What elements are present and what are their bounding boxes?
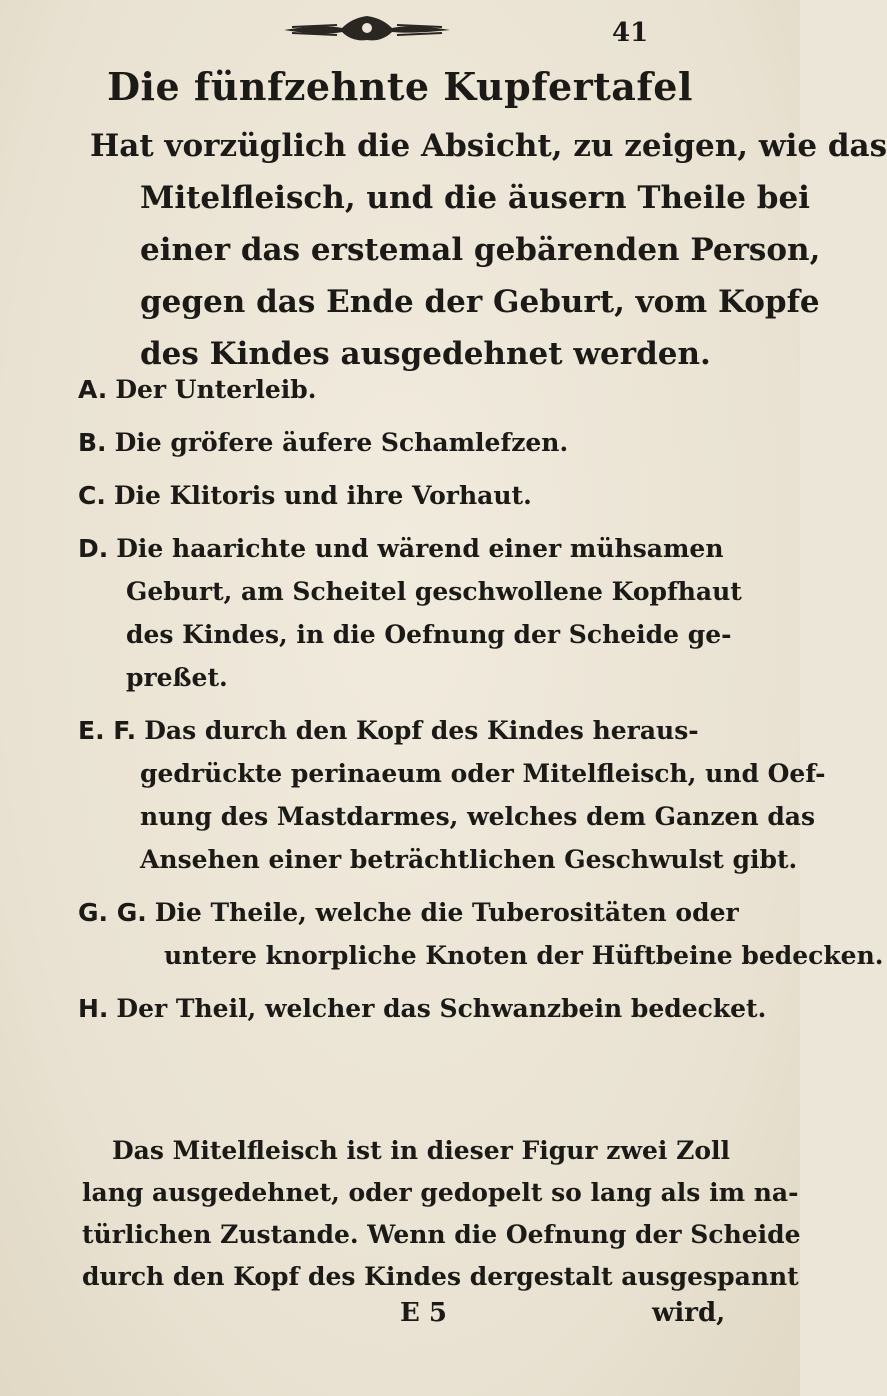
page-title: Die fünfzehnte Kupfertafel [107,64,693,109]
intro-line: des Kindes ausgedehnet werden. [140,336,711,372]
legend-key: C. [78,481,106,510]
intro-text [90,120,887,380]
legend-item [78,709,826,881]
paragraph-line: türlichen Zustande. Wenn die Oefnung der Scheide [82,1220,801,1249]
legend-item [78,891,884,977]
intro-line: Mitelfleisch, und die äusern Theile bei [140,180,810,216]
legend-text: Geburt, am Scheitel geschwollene Kopfhaut [126,577,742,606]
legend-key: E. F. [78,716,137,745]
body-paragraph [82,1130,801,1298]
catchword: wird, [652,1298,726,1328]
paragraph-line: durch den Kopf des Kindes dergestalt ausgespannt [82,1262,799,1291]
legend-item [78,421,783,464]
legend-key: A. [78,375,108,404]
legend-text: Die gröfere äufere Schamlefzen. [114,428,569,457]
legend-item [78,368,783,411]
legend-text: Der Unterleib. [115,375,317,404]
legend-text: Die Klitoris und ihre Vorhaut. [113,481,532,510]
legend-text: des Kindes, in die Oefnung der Scheide ge- [126,620,732,649]
legend-text: preßet. [126,663,228,692]
legend-text: gedrückte perinaeum oder Mitelfleisch, und Oef- [140,759,826,788]
page-number: 41 [612,18,649,48]
intro-line: gegen das Ende der Geburt, vom Kopfe [140,284,820,320]
legend-text: Der Theil, welcher das Schwanzbein bedecket. [116,994,767,1023]
legend-key: D. [78,534,109,563]
legend-text: nung des Mastdarmes, welches dem Ganzen das [140,802,816,831]
legend-text: Das durch den Kopf des Kindes heraus- [144,716,699,745]
legend-text: Die haarichte und wärend einer mühsamen [116,534,724,563]
paragraph-line: lang ausgedehnet, oder gedopelt so lang als im na- [82,1178,799,1207]
legend-item [78,527,783,699]
legend-key: G. G. [78,898,147,927]
intro-line: Hat vorzüglich die Absicht, zu zeigen, wie das [90,128,887,164]
legend-key: B. [78,428,107,457]
paragraph-line: Das Mitelfleisch ist in dieser Figur zwei Zoll [112,1136,730,1165]
signature-mark: E 5 [400,1298,447,1328]
legend-text: untere knorpliche Knoten der Hüftbeine bedecken. [164,941,884,970]
legend-text: Die Theile, welche die Tuberositäten oder [154,898,739,927]
legend-key: H. [78,994,109,1023]
legend-item [78,474,783,517]
header-ornament [282,10,452,44]
legend-item [78,987,783,1030]
legend-text: Ansehen einer beträchtlichen Geschwulst gibt. [140,845,798,874]
legend-list [78,368,884,1040]
intro-line: einer das erstemal gebärenden Person, [140,232,821,268]
